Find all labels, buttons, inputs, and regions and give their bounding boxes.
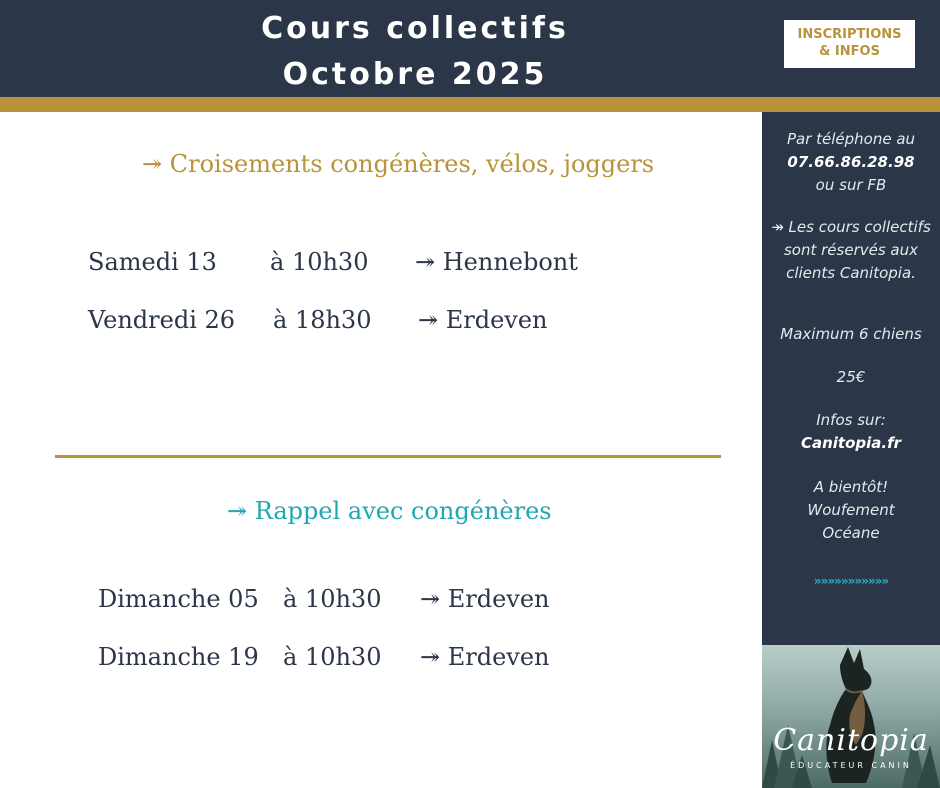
phone-number[interactable]: 07.66.86.28.98 bbox=[787, 153, 915, 171]
section-title-croisements: ↠ Croisements congénères, vélos, joggers bbox=[142, 150, 655, 178]
schedule-day: Dimanche 05 bbox=[98, 585, 259, 613]
cta-line-2: & INFOS bbox=[819, 44, 880, 59]
brand-tagline: ÉDUCATEUR CANIN bbox=[790, 761, 912, 770]
reserved-line-1: ↠ Les cours collectifs bbox=[771, 218, 931, 236]
price: 25€ bbox=[836, 368, 866, 386]
canitopia-logo-photo bbox=[762, 645, 940, 788]
schedule-time: à 10h30 bbox=[270, 248, 369, 276]
schedule-place: ↠ Erdeven bbox=[418, 306, 548, 334]
phone-outro: ou sur FB bbox=[815, 176, 887, 194]
brand-logo-text: Canitopia bbox=[773, 723, 929, 758]
schedule-time: à 10h30 bbox=[283, 643, 382, 671]
section-title-rappel: ↠ Rappel avec congénères bbox=[227, 497, 552, 525]
infos-label: Infos sur: bbox=[816, 411, 886, 429]
info-sidebar bbox=[762, 112, 940, 645]
farewell-line-1: A bientôt! bbox=[813, 478, 889, 496]
farewell bbox=[762, 476, 940, 545]
title-line-1: Cours collectifs bbox=[261, 11, 569, 46]
gold-divider-bar bbox=[0, 97, 940, 112]
cta-line-1: INSCRIPTIONS bbox=[797, 27, 902, 42]
reserved-note bbox=[762, 216, 940, 285]
phone-block bbox=[762, 128, 940, 197]
section-divider bbox=[55, 455, 721, 458]
schedule-day: Dimanche 19 bbox=[98, 643, 259, 671]
schedule-time: à 10h30 bbox=[283, 585, 382, 613]
schedule-place: ↠ Erdeven bbox=[420, 585, 550, 613]
farewell-line-3: Océane bbox=[822, 524, 880, 542]
chevrons-decoration: »»»»»»»»»»» bbox=[813, 574, 889, 588]
website-link[interactable]: Canitopia.fr bbox=[800, 434, 902, 452]
reserved-line-2: sont réservés aux bbox=[783, 241, 919, 259]
schedule-day: Samedi 13 bbox=[88, 248, 217, 276]
farewell-line-2: Woufement bbox=[807, 501, 895, 519]
schedule-time: à 18h30 bbox=[273, 306, 372, 334]
infos-block bbox=[762, 409, 940, 455]
page-title bbox=[200, 6, 630, 98]
title-line-2: Octobre 2025 bbox=[282, 57, 548, 92]
inscriptions-button[interactable] bbox=[784, 20, 915, 68]
phone-intro: Par téléphone au bbox=[786, 130, 916, 148]
schedule-place: ↠ Erdeven bbox=[420, 643, 550, 671]
reserved-line-3: clients Canitopia. bbox=[786, 264, 916, 282]
schedule-day: Vendredi 26 bbox=[88, 306, 236, 334]
max-dogs: Maximum 6 chiens bbox=[780, 325, 922, 343]
schedule-place: ↠ Hennebont bbox=[415, 248, 578, 276]
